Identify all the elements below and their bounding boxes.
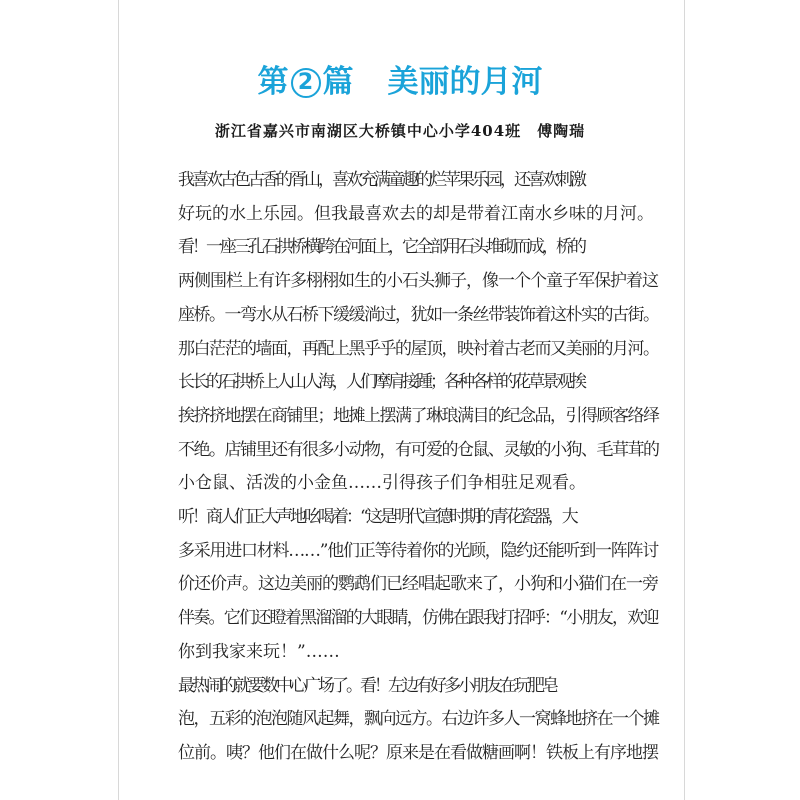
paragraph [144, 670, 664, 771]
paragraph-line: 座桥。一弯水从石桥下缓缓淌过，犹如一条丝带装饰着这朴实的古街。 [178, 304, 659, 325]
paragraph-line: 好玩的水上乐园。但我最喜欢去的却是带着江南水乡味的月河。 [178, 203, 654, 224]
paragraph-line: 看！一座三孔石拱桥横跨在河面上，它全部用石头堆砌而成，桥的 [178, 237, 584, 258]
paragraph [144, 366, 664, 501]
paragraph-line: 我喜欢古色古香的胥山，喜欢充满童趣的烂苹果乐园，还喜欢刺激 [178, 170, 584, 190]
chapter-title [0, 62, 800, 102]
chapter-prefix: 第 [257, 64, 289, 100]
paragraph-line: 不绝。店铺里还有很多小动物，有可爱的仓鼠、灵敏的小狗、毛茸茸的 [178, 439, 659, 460]
paragraph-line: 长长的石拱桥上人山人海，人们摩肩接踵；各种各样的花草景观挨 [178, 372, 584, 393]
paragraph-line: 泡，五彩的泡泡随风起舞，飘向远方。右边许多人一窝蜂地挤在一个摊 [178, 709, 659, 730]
paragraph-line: 多采用进口材料……”他们正等待着你的光顾，隐约还能听到一阵阵讨 [178, 540, 658, 561]
essay-body [144, 164, 664, 771]
paragraph-line: 两侧围栏上有许多栩栩如生的小石头狮子，像一个个童子军保护着这 [178, 271, 658, 292]
paragraph [144, 164, 664, 231]
paragraph-line: 最热闹的就要数中心广场了。看！左边有好多小朋友在玩肥皂 [178, 675, 556, 696]
paragraph [144, 231, 664, 366]
paragraph-line: 位前。咦？他们在做什么呢？原来是在看做糖画啊！铁板上有序地摆 [178, 742, 658, 763]
paragraph-line: 挨挤挤地摆在商铺里；地摊上摆满了琳琅满目的纪念品，引得顾客络绎 [178, 405, 659, 426]
author-school: 浙江省嘉兴市南湖区大桥镇中心小学404班 [214, 122, 522, 140]
paragraph [144, 501, 664, 670]
paragraph-line: 伴奏。它们还瞪着黑溜溜的大眼睛，仿佛在跟我打招呼：“小朋友，欢迎 [178, 608, 658, 629]
author-name: 傅陶瑞 [537, 122, 586, 140]
author-line [0, 120, 800, 141]
paragraph-line: 你到我家来玩！”…… [178, 641, 340, 662]
paragraph-line: 价还价声。这边美丽的鹦鹉们已经唱起歌来了，小狗和小猫们在一旁 [178, 574, 658, 595]
chapter-number-badge: 2 [291, 68, 321, 98]
chapter-suffix: 篇 [322, 64, 354, 100]
essay-title: 美丽的月河 [387, 64, 543, 100]
paragraph-line: 听！商人们正大声地吆喝着：“这是明代宣德时期的青花瓷器，大 [178, 507, 576, 528]
paragraph-line: 那白茫茫的墙面，再配上黑乎乎的屋顶，映衬着古老而又美丽的月河。 [178, 338, 659, 359]
paragraph-line: 小仓鼠、活泼的小金鱼……引得孩子们争相驻足观看。 [178, 473, 586, 494]
